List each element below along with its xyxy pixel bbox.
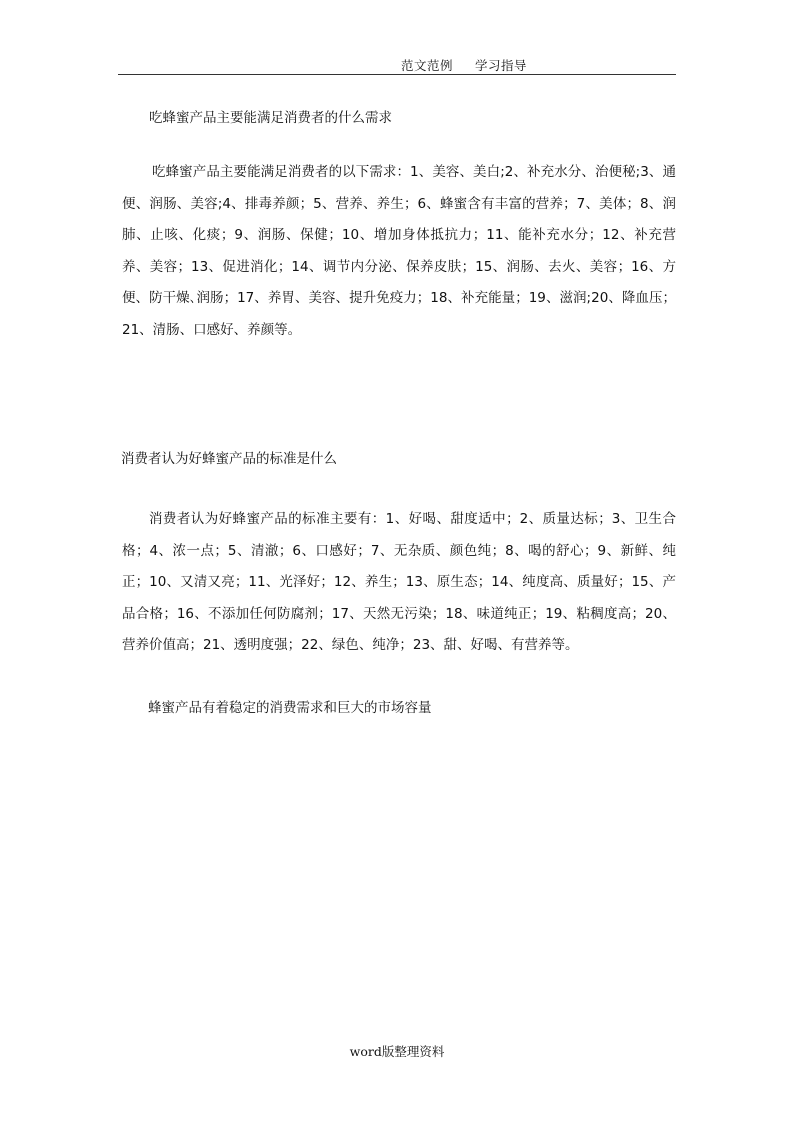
section1-heading: 吃蜂蜜产品主要能满足消费者的什么需求 [149, 110, 392, 126]
section2-paragraph: 消费者认为好蜂蜜产品的标准主要有：1、好喝、甜度适中；2、质量达标；3、卫生合格；4、浓一点；5、清澈；6、口感好；7、无杂质、颜色纯；8、喝的舒心；9、新鲜、纯正；10、又清又亮；11、光泽好；12、养生；13、原生态；14、纯度高、质量好；15、产品合格；16、不添加任何防腐剂；17、天然无污染；18、味道纯正；19、粘稠度高；20、营养价值高；21、透明度强；22、绿色、纯净；23、甜、好喝、有营养等。 [122, 511, 676, 653]
header-left-label: 范文范例 [401, 58, 454, 73]
section3-heading: 蜂蜜产品有着稳定的消费需求和巨大的市场容量 [148, 700, 432, 716]
header-text [401, 56, 527, 74]
header-right-label: 学习指导 [475, 58, 528, 73]
page-header [118, 52, 676, 75]
section2-heading: 消费者认为好蜂蜜产品的标准是什么 [121, 451, 337, 467]
section1-paragraph: 吃蜂蜜产品主要能满足消费者的以下需求：1、美容、美白;2、补充水分、治便秘;3、通便、润肠、美容;4、排毒养颜；5、营养、养生；6、蜂蜜含有丰富的营养；7、美体；8、润肺、止咳、化痰；9、润肠、保健；10、增加身体抵抗力；11、能补充水分；12、补充营养、美容；13、促进消化；14、调节内分泌、保养皮肤；15、润肠、去火、美容；16、方便、防干燥､润肠；17、养胃、美容、提升免疫力；18、补充能量；19、滋润;20、降血压；21、清肠、口感好、养颜等。 [122, 164, 676, 338]
page-footer: word版整理资料 [349, 1044, 445, 1059]
